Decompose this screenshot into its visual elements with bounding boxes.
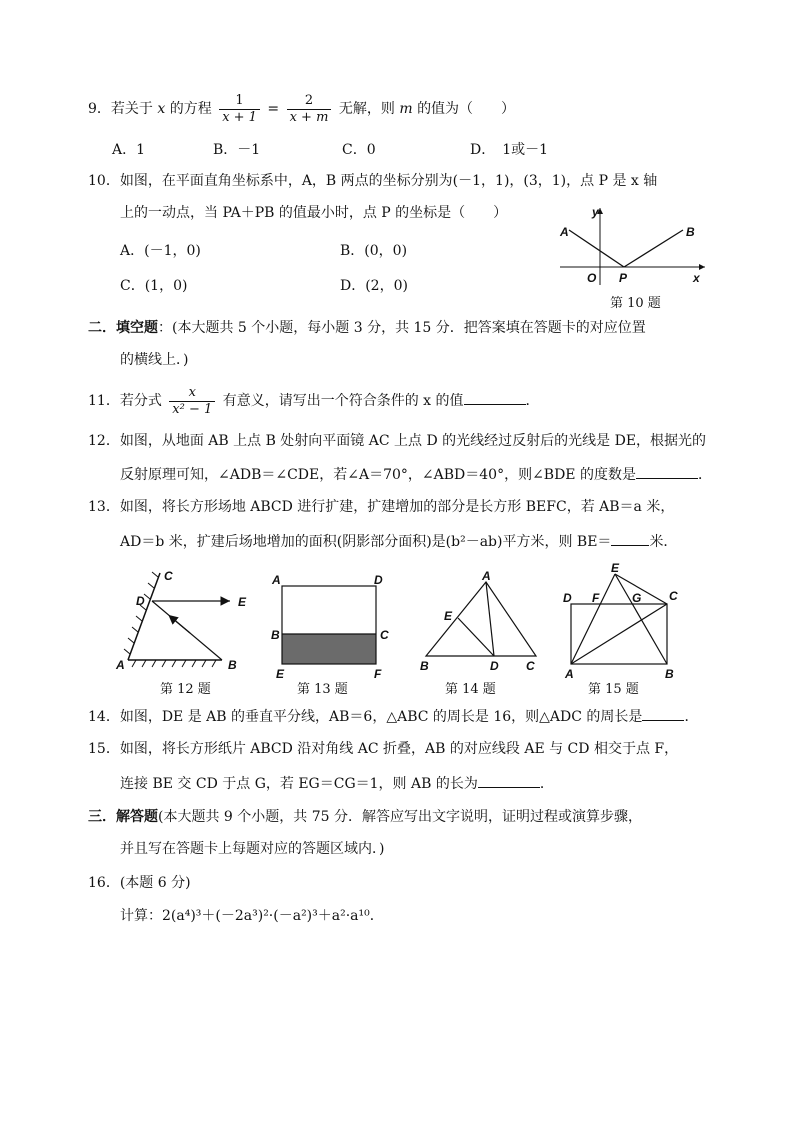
q16-calculation: 计算：2(a⁴)³＋(－2a³)²·(－a²)³＋a²·a¹⁰． [120,908,384,924]
q10-caption: 第 10 题 [610,296,661,311]
fig13-label-e: E [276,667,285,680]
q9-option-d: D． 1或－1 [470,142,549,158]
fig13-label-a: A [272,573,281,587]
q11-stem: 11．若分式 $\frac{x}{\text{x² − 1}}$ 有意义，请写出一个符合条件的 x 的值 ． [88,384,540,417]
q14-answer-blank[interactable] [642,706,684,721]
section-3-heading: 三．解答题(本大题共 9 个小题，共 75 分．解答应写出文字说明，证明过程或演算步骤， [88,809,642,825]
fig13-caption: 第 13 题 [297,682,348,697]
q10-label-b: B [686,225,695,239]
q10-option-d: D．(2，0) [340,278,408,294]
q16-heading: 16．(本题 6 分) [88,875,191,891]
q10-label-o: O [587,271,597,285]
q12-line-1: 12．如图，从地面 AB 上点 B 处射向平面镜 AC 上点 D 的光线经过反射后的光线是 DE，根据光的 [88,433,707,449]
fig14-label-d: D [490,659,499,673]
q15-line-1: 15．如图，将长方形纸片 ABCD 沿对角线 AC 折叠，AB 的对应线段 AE 与 CD 相交于点 F， [88,741,679,757]
q10-segment-pb [624,230,683,267]
fig12-label-d: D [136,594,145,608]
q10-label-a: A [560,225,569,239]
fig14-label-c: C [526,659,535,673]
fig13-label-d: D [374,573,383,587]
q12-answer-blank[interactable] [636,464,698,479]
fig15-label-e: E [611,561,620,575]
q13-answer-blank[interactable] [611,531,649,546]
q10-option-b: B．(0，0) [340,243,408,259]
q9-fraction-1: $\frac{1}{x + 1}$ [219,93,260,126]
fig15-diagram [555,560,690,678]
q9-option-a: A．1 [112,142,146,158]
q10-label-y: y [592,205,599,219]
fig12-diagram [110,563,250,675]
q10-option-c: C．(1，0) [120,278,188,294]
fig15-label-c: C [669,589,678,603]
fig13-label-f: F [374,667,382,680]
fig15-label-g: G [632,591,642,605]
q10-line-2: 上的一动点，当 PA＋PB 的值最小时，点 P 的坐标是（ ） [120,205,508,221]
fig15-label-b: B [665,667,674,678]
q10-option-a: A．(－1，0) [120,243,201,259]
q9-stem: 9．若关于 x 的方程 $\frac{1}{x + 1}$ = $\frac{2}{x + m}$ 无解，则 m 的值为（ ） [88,92,516,125]
q13-line-2: AD＝b 米，扩建后场地增加的面积(阴影部分面积)是(b²－ab)平方米，则 BE＝ 米． [120,531,677,552]
q12-line-2: 反射原理可知，∠ADB＝∠CDE，若∠A＝70°，∠ABD＝40°，则∠BDE 的度数是 ． [120,464,712,485]
fig15-label-f: F [592,591,600,605]
q10-figure [555,200,715,290]
q14-line: 14．如图，DE 是 AB 的垂直平分线，AB＝6，△ABC 的周长是 16，则△ADC 的周长是 ． [88,706,698,727]
fig12-label-b: B [228,658,237,672]
q15-answer-blank[interactable] [478,773,540,788]
fig14-label-e: E [444,609,453,623]
fig12-label-e: E [238,595,247,609]
fig14-label-a: A [482,569,491,583]
section-3-line-2: 并且写在答题卡上每题对应的答题区域内．) [120,841,385,857]
q15-line-2: 连接 BE 交 CD 于点 G，若 EG＝CG＝1，则 AB 的长为 ． [120,773,554,794]
section-2-heading: 二．填空题：(本大题共 5 个小题，每小题 3 分，共 15 分．把答案填在答题卡的对应位置 [88,320,646,336]
q10-label-p: P [619,271,628,285]
q10-label-x: x [693,271,700,285]
q9-option-b: B．－1 [213,142,261,158]
q9-option-c: C．0 [342,142,376,158]
q9-fraction-2: $\frac{2}{x + m}$ [287,93,332,126]
fig14-diagram [414,568,554,678]
q10-segment-pa [569,230,624,267]
fig14-caption: 第 14 题 [445,682,496,697]
section-2-line-2: 的横线上．) [120,352,189,368]
q13-line-1: 13．如图，将长方形场地 ABCD 进行扩建，扩建增加的部分是长方形 BEFC，若 AB＝a 米， [88,499,675,515]
q11-fraction: $\frac{x}{\text{x² − 1}}$ [169,385,215,418]
fig15-caption: 第 15 题 [588,682,639,697]
fig15-label-a: A [565,667,574,678]
fig15-label-d: D [563,591,572,605]
fig13-label-c: C [380,628,389,642]
fig12-caption: 第 12 题 [160,682,211,697]
q10-line-1: 10．如图，在平面直角坐标系中，A，B 两点的坐标分别为(－1，1)，(3，1)，点 P 是 x 轴 [88,173,658,189]
fig12-label-a: A [116,658,125,672]
fig14-label-b: B [420,659,429,673]
fig12-label-c: C [164,569,173,583]
q11-answer-blank[interactable] [464,390,526,405]
fig13-label-b: B [271,628,280,642]
fig13-diagram [268,568,398,680]
